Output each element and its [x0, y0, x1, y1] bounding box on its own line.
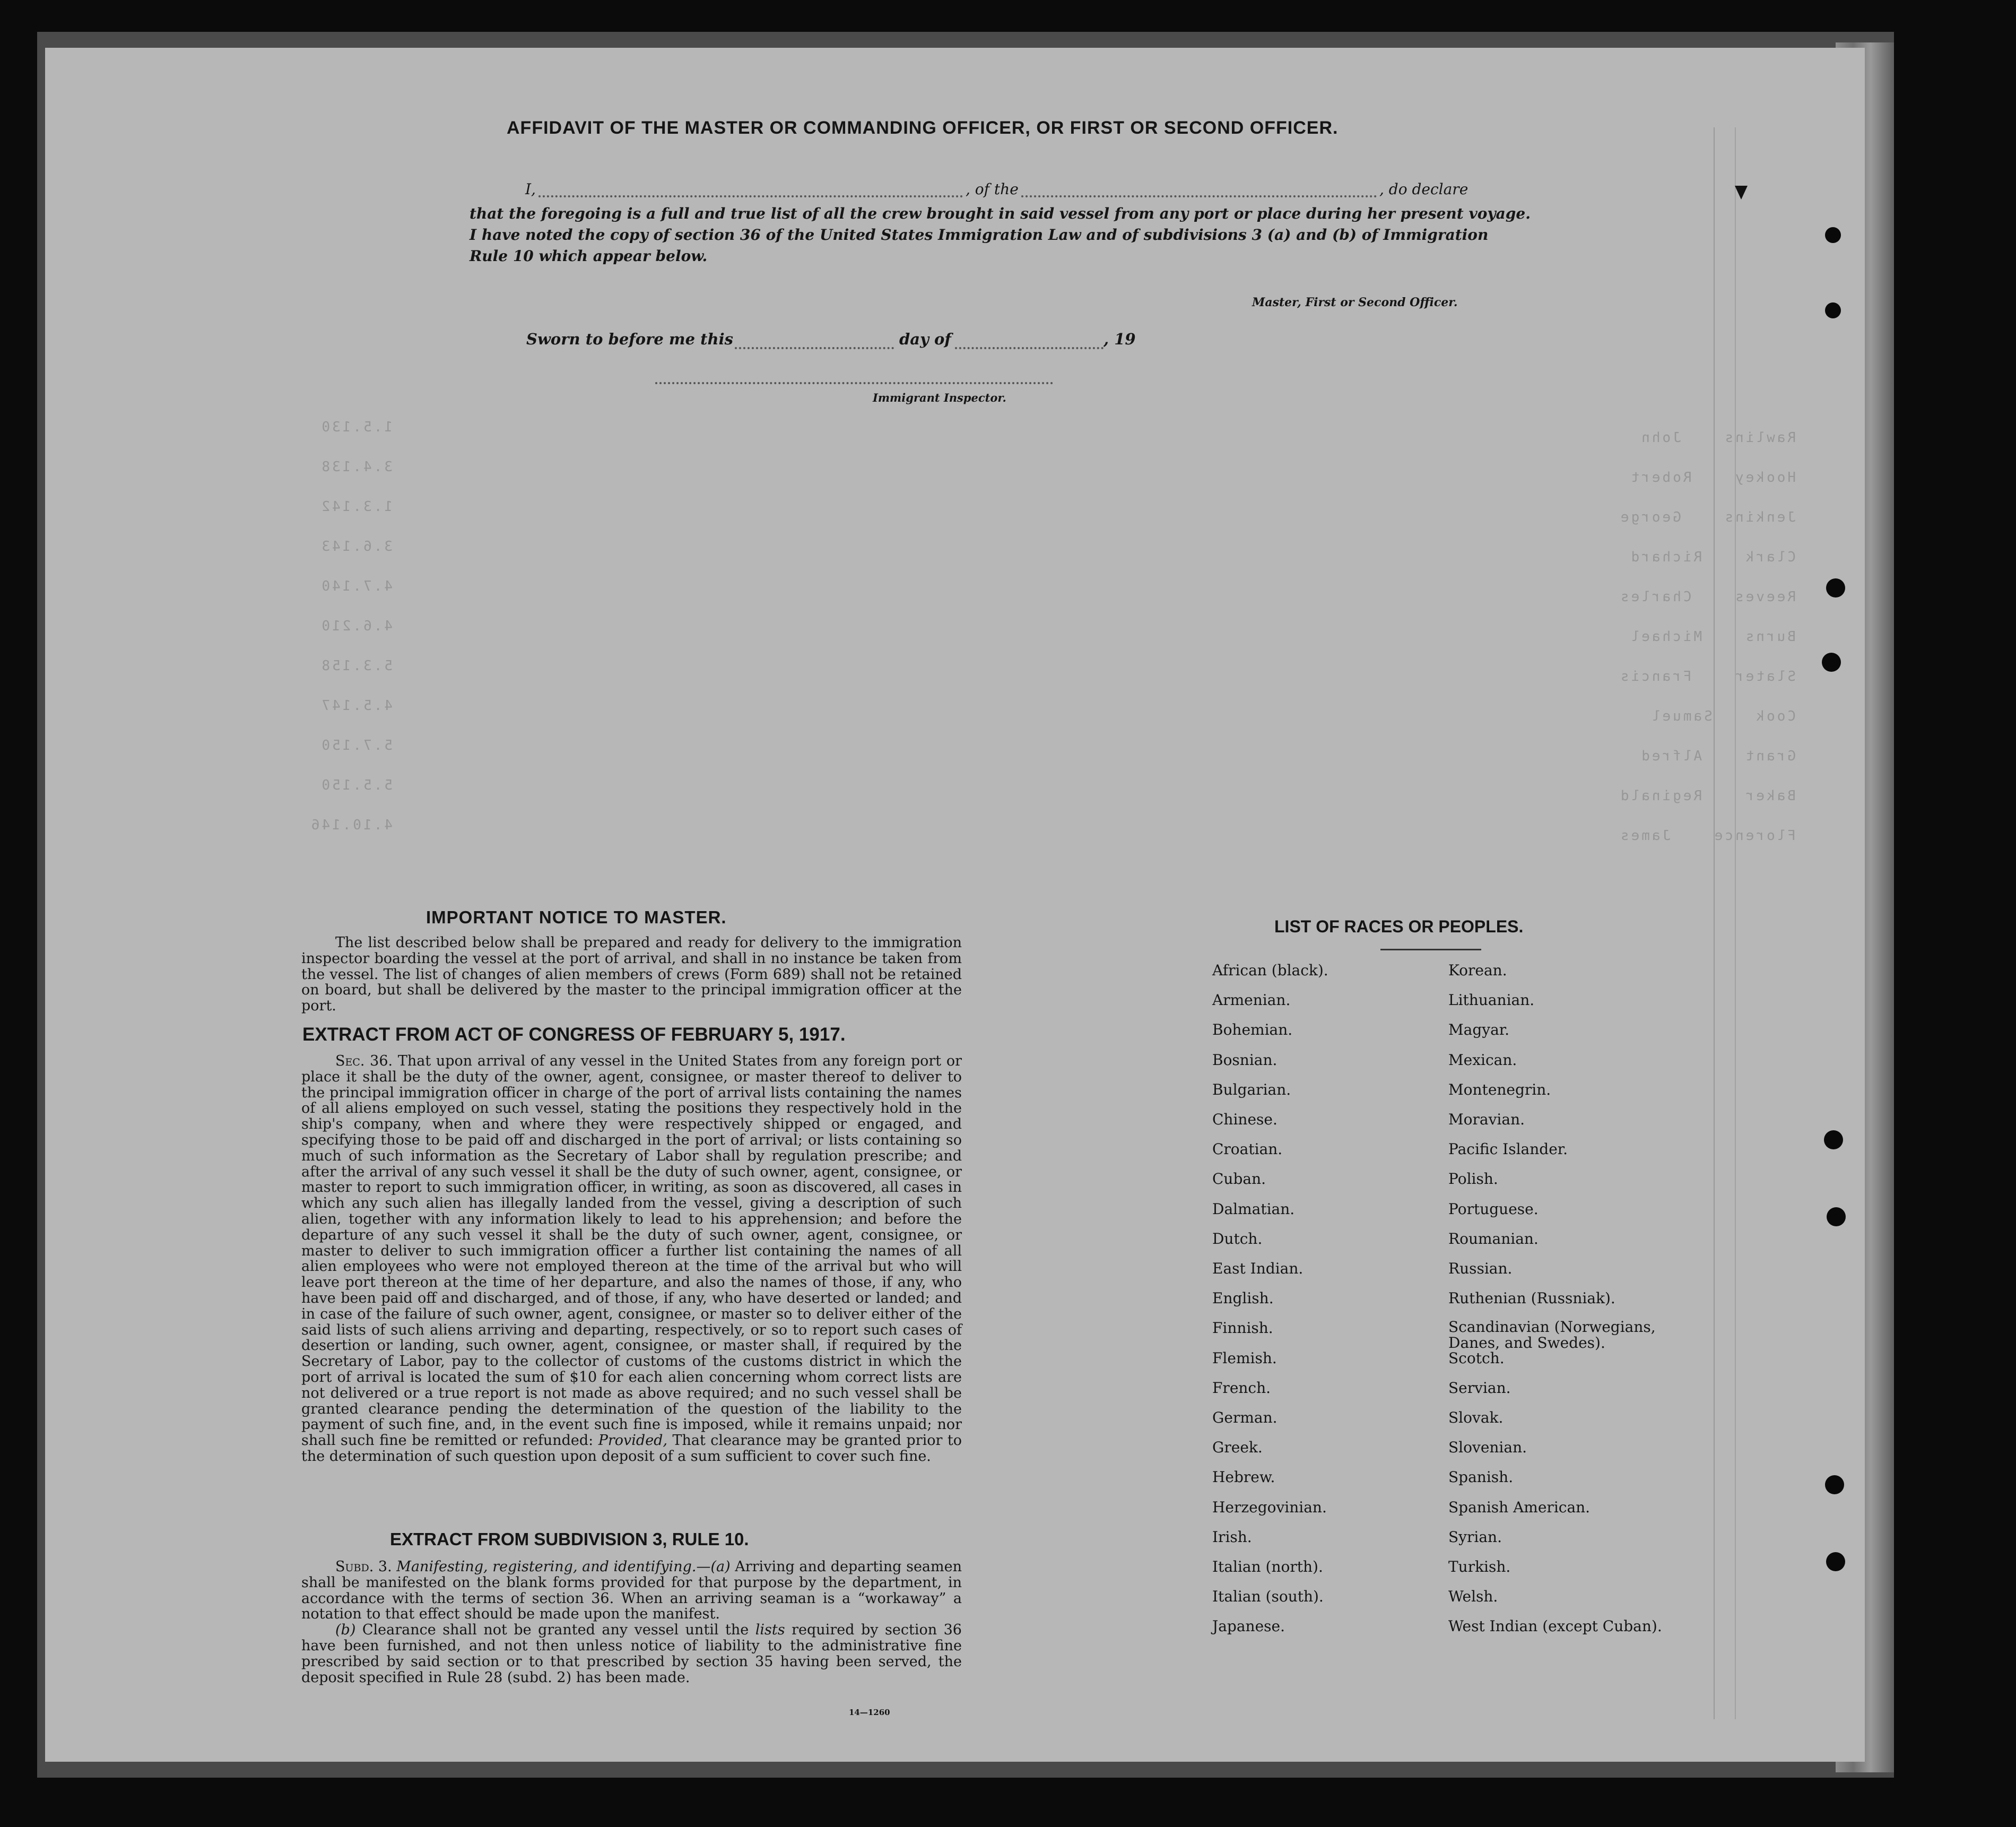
race-item: Scandinavian (Norwegians, Danes, and Swedes). — [1448, 1318, 1656, 1352]
race-item: Ruthenian (Russniak). — [1448, 1289, 1615, 1308]
master-signature-label: Master, First or Second Officer. — [1252, 296, 1458, 309]
day-of-label: day of — [899, 330, 951, 348]
extract-rule-body — [301, 1559, 962, 1685]
race-item: Moravian. — [1448, 1111, 1525, 1128]
sworn-label: Sworn to before me this — [526, 330, 733, 348]
binder-hole — [1824, 1130, 1843, 1149]
race-item: Cuban. — [1212, 1170, 1266, 1188]
inspector-label: Immigrant Inspector. — [873, 391, 1006, 404]
race-item: Servian. — [1448, 1379, 1511, 1397]
race-item: English. — [1212, 1289, 1274, 1308]
race-item: Slovak. — [1448, 1409, 1504, 1426]
affidavit-line-4: Rule 10 which appear below. — [470, 247, 708, 265]
notice-text: The list described below shall be prepared and ready for delivery to the immigration inspector boarding the vessel at the port of arrival, and shall in no instance be taken from the vessel. The list of changes of alien members of crews (Form 689) shall not be retained on board, but shall be delivered by the master to the principal immigration officer at the port. — [301, 934, 962, 1015]
race-item: Syrian. — [1448, 1528, 1502, 1546]
affidavit-name-field[interactable] — [538, 187, 963, 197]
race-item: Herzegovinian. — [1212, 1498, 1327, 1516]
extract-act-title: EXTRACT FROM ACT OF CONGRESS OF FEBRUARY 5, 1917. — [302, 1024, 846, 1045]
race-item: Italian (south). — [1212, 1588, 1324, 1606]
race-item: African (black). — [1212, 962, 1328, 979]
race-item: West Indian (except Cuban). — [1448, 1617, 1662, 1635]
sworn-day-field[interactable] — [735, 340, 894, 349]
binder-hole — [1825, 227, 1841, 243]
affidavit-of-the-label: , of the — [966, 180, 1019, 198]
race-item: Portuguese. — [1448, 1200, 1539, 1218]
races-title: LIST OF RACES OR PEOPLES. — [1274, 917, 1524, 936]
race-item: French. — [1212, 1379, 1271, 1397]
race-item: Flemish. — [1212, 1349, 1277, 1367]
extract-rule-title: EXTRACT FROM SUBDIVISION 3, RULE 10. — [390, 1529, 749, 1549]
document-page — [45, 48, 1865, 1762]
provided-label: Provided, — [598, 1432, 668, 1449]
extract-act-text — [301, 1053, 962, 1465]
race-item: Bulgarian. — [1212, 1080, 1291, 1098]
binder-hole — [1826, 578, 1845, 598]
notice-body — [301, 935, 962, 1014]
race-item: Chinese. — [1212, 1111, 1278, 1128]
margin-rule-line — [1714, 127, 1715, 1719]
race-item: Lithuanian. — [1448, 991, 1535, 1009]
race-item: Japanese. — [1212, 1617, 1285, 1635]
race-item: Dutch. — [1212, 1229, 1263, 1248]
race-item: Italian (north). — [1212, 1558, 1323, 1575]
binder-hole — [1827, 1207, 1846, 1226]
race-item: Finnish. — [1212, 1319, 1273, 1337]
race-item: Pacific Islander. — [1448, 1140, 1568, 1158]
races-title-underline — [1380, 949, 1481, 950]
subdivision-a-text: Subd. 3. Manifesting, registering, and identifying.—(a) Arriving and departing seamen shall be manifested on the blank forms provided for that purpose by the department, in accordance with the terms of section 36. When an arriving seaman is a “workaway” a notation to that effect should be made upon the manifest. — [301, 1558, 962, 1623]
subdivision-b-text — [301, 1622, 962, 1685]
affidavit-line-1 — [525, 180, 1468, 200]
form-number: 14—1260 — [849, 1708, 890, 1717]
race-item: Korean. — [1448, 962, 1507, 979]
subd-a-label: (a) — [710, 1558, 731, 1575]
extract-act-body — [301, 1053, 962, 1465]
race-item: East Indian. — [1212, 1260, 1304, 1277]
affidavit-title: AFFIDAVIT OF THE MASTER OR COMMANDING OFFICER, OR FIRST OR SECOND OFFICER. — [507, 118, 1339, 138]
race-item: Greek. — [1212, 1439, 1263, 1457]
subd-b-label: (b) — [335, 1622, 356, 1639]
race-item: Dalmatian. — [1212, 1200, 1295, 1218]
race-item: Spanish American. — [1448, 1498, 1591, 1516]
notice-title: IMPORTANT NOTICE TO MASTER. — [426, 907, 727, 927]
race-item: Scotch. — [1448, 1349, 1505, 1367]
subd-label: Subd. 3. — [335, 1558, 392, 1575]
binder-hole — [1825, 302, 1841, 318]
binder-hole — [1822, 653, 1841, 672]
affidavit-do-declare-label: , do declare — [1379, 180, 1468, 198]
binder-hole — [1825, 1475, 1844, 1494]
race-item: Montenegrin. — [1448, 1080, 1551, 1098]
race-item: Spanish. — [1448, 1468, 1514, 1486]
race-item: Mexican. — [1448, 1051, 1517, 1069]
margin-rule-line — [1735, 127, 1736, 1719]
race-item: German. — [1212, 1409, 1278, 1426]
bleed-through-column-left: 1.5.130 3.4.138 1.3.142 3.6.143 4.7.140 4.6.210 5.3.158 4.5.147 5.7.150 5.5.150 4.10.146 — [309, 419, 393, 833]
race-item: Bosnian. — [1212, 1051, 1278, 1069]
race-item: Hebrew. — [1212, 1468, 1275, 1486]
affidavit-line-3: I have noted the copy of section 36 of the United States Immigration Law and of subdivisions 3 (a) and (b) of Immigration — [470, 226, 1489, 244]
race-item: Magyar. — [1448, 1021, 1510, 1039]
race-item: Irish. — [1212, 1528, 1252, 1546]
subd-a-text: Arriving and departing seamen shall be manifested on the blank forms provided for that purpose by the department, in accordance with the terms of section 36. When an arriving seaman is a “workaway” a notation to that effect should be made upon the manifest. — [301, 1558, 962, 1623]
affidavit-line-2: that the foregoing is a full and true list of all the crew brought in said vessel from any port or place during her present voyage. — [470, 205, 1531, 222]
section-label: Sec. 36. — [335, 1053, 393, 1069]
race-item: Russian. — [1448, 1260, 1513, 1277]
section-36-text-end: That clearance may be granted prior to the determination of such question upon deposit of a sum sufficient to cover such fine. — [301, 1432, 962, 1465]
race-item: Roumanian. — [1448, 1229, 1539, 1248]
race-item: Armenian. — [1212, 991, 1291, 1009]
race-item: Turkish. — [1448, 1558, 1511, 1575]
race-item: Polish. — [1448, 1170, 1498, 1188]
subd-b-lists: lists — [755, 1622, 785, 1639]
section-36-text: That upon arrival of any vessel in the United States from any foreign port or place it shall be the duty of the owner, agent, consignee, or master thereof to deliver to the principal immigration officer in charge of the port of arrival lists containing the names of all aliens employed on such vessel, stating the positions they respectively hold in the ship's company, when and where they were respectively shipped or engaged, and specifying those to be paid off and discharged in the port of arrival; or lists containing so much of such information as the Secretary of Labor shall by regulation prescribe; and after the arrival of any such vessel it shall be the duty of such owner, agent, consignee, or master to report to such immigration officer, in writing, as soon as discovered, all cases in which any such alien has illegally landed from the vessel, giving a description of such alien, together with any information likely to lead to his apprehension; and before the departure of any such vessel it shall be the duty of such owner, agent, consignee, or master to deliver to such immigration officer a further list containing the names of all alien employees who were not employed thereon at the time of the arrival but who will leave port thereon at the time of her departure, and also the names of those, if any, who have been paid off and discharged, and of those, if any, who have deserted or landed; and in case of the failure of such owner, agent, consignee, or master so to deliver either of the said lists of such aliens arriving and departing, respectively, or so to report such cases of desertion or landing, such owner, agent, consignee, or master shall, if required by the Secretary of Labor, pay to the collector of customs of the customs district in which the port of arrival is located the sum of $10 for each alien concerning whom correct lists are not delivered or a true report is not made as above required; and no such vessel shall be granted clearance pending the determination of the question of the liability to the payment of such fine, and, in the event such fine is imposed, while it remains unpaid; nor shall such fine be remitted or refunded: — [301, 1053, 962, 1449]
pen-mark — [1735, 186, 1748, 200]
subd-heading: Manifesting, registering, and identifying. — [396, 1558, 697, 1575]
inspector-signature-field[interactable] — [655, 377, 1053, 384]
year-label: , 19 — [1103, 330, 1136, 348]
race-item: Bohemian. — [1212, 1021, 1293, 1039]
affidavit-i-label: I, — [525, 180, 536, 198]
race-item: Slovenian. — [1448, 1439, 1527, 1457]
race-item: Croatian. — [1212, 1140, 1283, 1158]
bleed-through-column-right: Rawlins John Hookey Robert Jenkins George Clark Richard Reeves Charles Burns Michael Slater Francis Cook Samuel Grant Alfred Baker Reginald Florence James — [1618, 430, 1796, 844]
subd-b-text-2: required by section 36 have been furnished, and not then unless notice of liability to the administrative fine prescribed by said section or to that prescribed by section 35 having been served, the deposit specified in Rule 28 (subd. 2) has been made. — [301, 1622, 962, 1686]
binder-hole — [1826, 1552, 1845, 1571]
subd-b-text-1: Clearance shall not be granted any vessel until the — [362, 1622, 749, 1639]
affidavit-vessel-field[interactable] — [1021, 187, 1377, 197]
sworn-month-field[interactable] — [955, 340, 1103, 349]
race-item: Welsh. — [1448, 1588, 1498, 1606]
